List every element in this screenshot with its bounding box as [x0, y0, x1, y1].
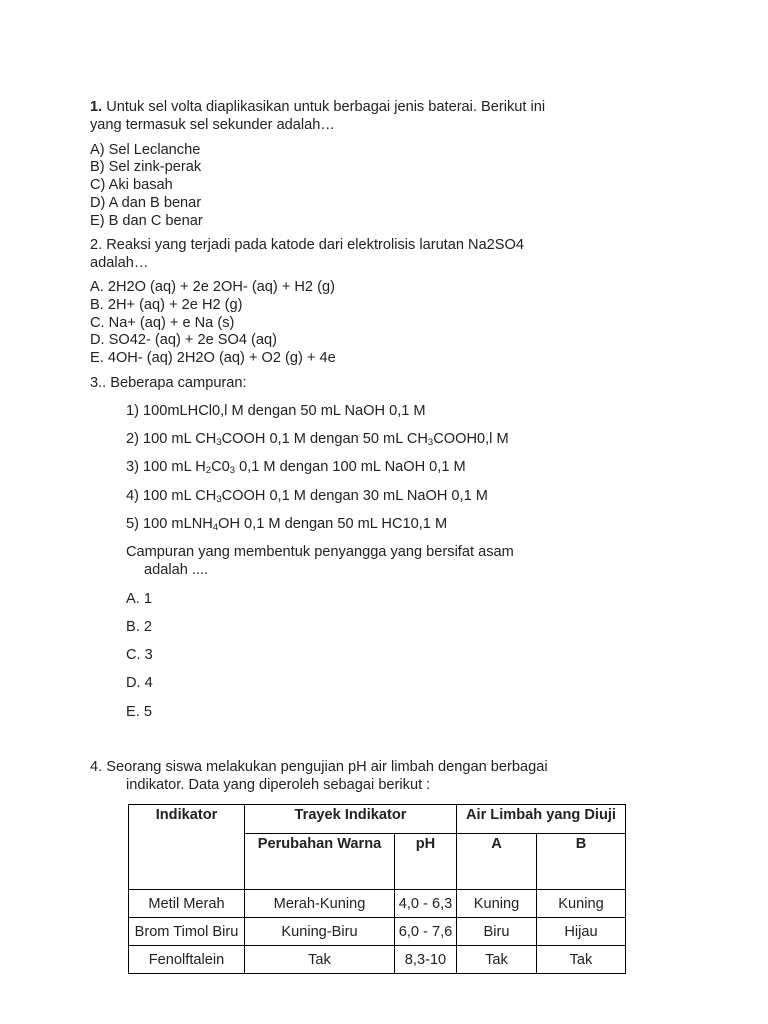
question-1-option-a: A) Sel Leclanche	[90, 142, 201, 158]
question-1-option-d: D) A dan B benar	[90, 195, 202, 211]
table-row	[129, 918, 626, 946]
question-3-question-line-1: Campuran yang membentuk penyangga yang bersifat asam	[126, 544, 514, 560]
question-3-intro: 3.. Beberapa campuran:	[90, 375, 247, 391]
question-1-option-e: E) B dan C benar	[90, 213, 203, 229]
header-sample-b: B	[537, 834, 626, 890]
question-1-line-1	[90, 98, 545, 116]
question-3-option-a: A. 1	[126, 591, 152, 607]
cell-sample-a: Kuning	[457, 890, 537, 918]
cell-ph: 4,0 - 6,3	[395, 890, 457, 918]
header-air-limbah: Air Limbah yang Diuji	[457, 805, 626, 834]
question-4-line-1: 4. Seorang siswa melakukan pengujian pH air limbah dengan berbagai	[90, 759, 548, 775]
cell-sample-b: Hijau	[537, 918, 626, 946]
cell-indikator: Brom Timol Biru	[129, 918, 245, 946]
question-2-line-1: 2. Reaksi yang terjadi pada katode dari elektrolisis larutan Na2SO4	[90, 237, 525, 253]
question-4-line-2: indikator. Data yang diperoleh sebagai berikut :	[126, 777, 431, 793]
cell-sample-a: Biru	[457, 918, 537, 946]
question-3-item-4: 4) 100 mL $CH_3COOH$ 0,1 M dengan 30 mL NaOH 0,1 M	[126, 488, 488, 505]
cell-ph: 8,3-10	[395, 946, 457, 974]
cell-perubahan-warna: Merah-Kuning	[245, 890, 395, 918]
question-3-item-2: 2) 100 mL $CH_3COOH$ 0,1 M dengan 50 mL $CH_3COOH0,l$ M	[126, 431, 509, 448]
header-indikator: Indikator	[129, 805, 245, 890]
cell-ph: 6,0 - 7,6	[395, 918, 457, 946]
question-2-line-2: adalah…	[90, 255, 149, 271]
cell-sample-b: Tak	[537, 946, 626, 974]
question-2-option-e: E. 4OH- (aq) 2H2O (aq) + O2 (g) + 4e	[90, 350, 336, 366]
question-1-text: Untuk sel volta diaplikasikan untuk berbagai jenis baterai. Berikut ini	[102, 99, 546, 115]
question-3-question-line-2: adalah ....	[144, 562, 209, 578]
header-ph: pH	[395, 834, 457, 890]
question-3-item-1: 1) 100mLHCl0,l M dengan 50 mL NaOH 0,1 M	[126, 403, 426, 419]
question-3-option-e: E. 5	[126, 704, 152, 720]
cell-sample-b: Kuning	[537, 890, 626, 918]
cell-indikator: Metil Merah	[129, 890, 245, 918]
header-trayek-indikator: Trayek Indikator	[245, 805, 457, 834]
question-3-option-c: C. 3	[126, 647, 153, 663]
question-2-option-a: A. 2H2O (aq) + 2e 2OH- (aq) + H2 (g)	[90, 279, 335, 295]
header-perubahan-warna: Perubahan Warna	[245, 834, 395, 890]
header-sample-a: A	[457, 834, 537, 890]
question-1-line-2: yang termasuk sel sekunder adalah…	[90, 117, 335, 133]
question-1-number: 1.	[90, 99, 103, 115]
table-row	[129, 890, 626, 918]
question-3-option-d: D. 4	[126, 675, 153, 691]
question-3-option-b: B. 2	[126, 619, 152, 635]
cell-perubahan-warna: Tak	[245, 946, 395, 974]
question-2-option-b: B. 2H+ (aq) + 2e H2 (g)	[90, 297, 243, 313]
indicator-table	[128, 804, 626, 974]
cell-indikator: Fenolftalein	[129, 946, 245, 974]
cell-perubahan-warna: Kuning-Biru	[245, 918, 395, 946]
table-row	[129, 946, 626, 974]
question-2-option-d: D. SO42- (aq) + 2e SO4 (aq)	[90, 332, 277, 348]
table-header-row	[129, 805, 626, 834]
cell-sample-a: Tak	[457, 946, 537, 974]
question-1-option-b: B) Sel zink-perak	[90, 159, 202, 175]
question-2-option-c: C. Na+ (aq) + e Na (s)	[90, 315, 235, 331]
question-1-option-c: C) Aki basah	[90, 177, 173, 193]
question-3-item-5: 5) 100 mLNH$_4$OH 0,1 M dengan 50 mL HC10,1 M	[126, 516, 448, 533]
question-3-item-3: 3) 100 mL $H_2C0_3$ 0,1 M dengan 100 mL NaOH 0,1 M	[126, 459, 466, 476]
